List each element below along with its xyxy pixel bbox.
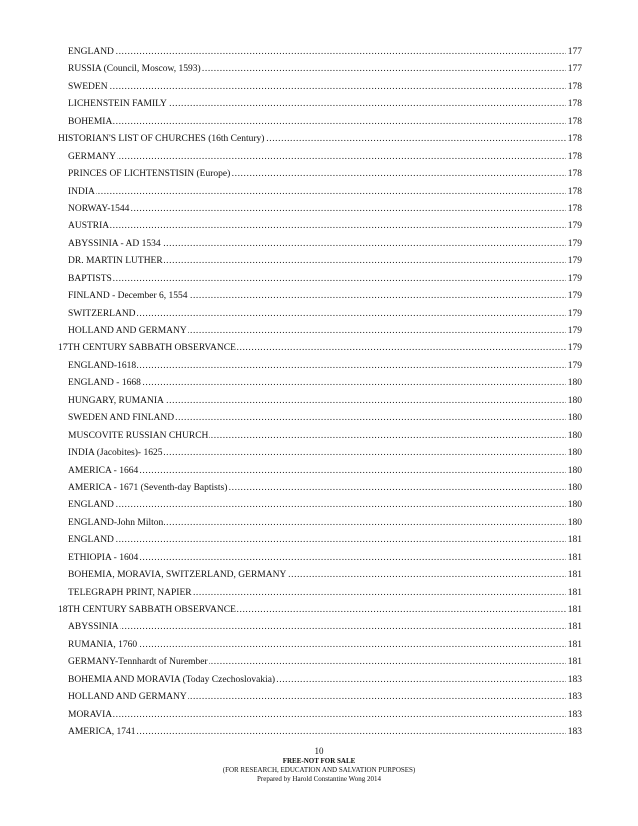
toc-entry-title: PRINCES OF LICHTENSTISIN (Europe) (68, 166, 231, 183)
toc-entry-page: 183 (566, 724, 582, 741)
toc-entry (0, 131, 638, 148)
toc-entry-page: 179 (566, 323, 582, 340)
toc-entry-page: 179 (566, 358, 582, 375)
toc-entry-title: ENGLAND (68, 44, 115, 61)
dot-leader (68, 707, 582, 724)
toc-entry (0, 515, 638, 532)
toc-entry (0, 550, 638, 567)
toc-entry (0, 410, 638, 427)
purpose-notice: (FOR RESEARCH, EDUCATION AND SALVATION PURPOSES) (222, 766, 416, 775)
dot-leader (68, 218, 582, 235)
dot-leader (68, 201, 582, 218)
dot-leader (68, 497, 582, 514)
toc-entry-title: ENGLAND (68, 532, 115, 549)
toc-entry-title: 17TH CENTURY SABBATH OBSERVANCE (58, 340, 237, 357)
toc-entry-page: 183 (566, 707, 582, 724)
toc-entry-title: ENGLAND-1618 (68, 358, 137, 375)
dot-leader (68, 44, 582, 61)
toc-entry-page: 181 (566, 550, 582, 567)
toc-entry-page: 183 (566, 672, 582, 689)
toc-entry-page: 181 (566, 619, 582, 636)
toc-entry-page: 178 (566, 201, 582, 218)
page-footer (0, 746, 638, 785)
toc-entry-title: BOHEMIA AND MORAVIA (Today Czechoslovakia) (68, 672, 276, 689)
toc-entry (0, 201, 638, 218)
toc-entry (0, 79, 638, 96)
toc-entry-title: AMERICA, 1741 (68, 724, 137, 741)
toc-entry-page: 180 (566, 445, 582, 462)
toc-entry-page: 178 (566, 149, 582, 166)
toc-entry-page: 181 (566, 602, 582, 619)
toc-entry-page: 180 (566, 410, 582, 427)
toc-entry-title: TELEGRAPH PRINT, NAPIER (68, 585, 193, 602)
toc-entry-page: 183 (566, 689, 582, 706)
dot-leader (68, 306, 582, 323)
toc-entry-page: 181 (566, 654, 582, 671)
toc-entry-page: 178 (566, 96, 582, 113)
toc-entry-title: SWITZERLAND (68, 306, 137, 323)
toc-entry-page: 181 (566, 532, 582, 549)
toc-entry (0, 707, 638, 724)
toc-entry-title: BOHEMIA (68, 114, 113, 131)
toc-entry-title: HOLLAND AND GERMANY (68, 323, 188, 340)
toc-entry-title: AUSTRIA (68, 218, 110, 235)
toc-entry (0, 445, 638, 462)
author-credit: Prepared by Harold Constantine Wong 2014 (257, 775, 381, 784)
dot-leader (68, 358, 582, 375)
dot-leader (68, 184, 582, 201)
toc-entry-page: 178 (566, 79, 582, 96)
toc-entry-title: GERMANY-Tennhardt of Nurember (68, 654, 209, 671)
toc-entry-title: ENGLAND - 1668 (68, 375, 142, 392)
toc-entry (0, 114, 638, 131)
toc-entry-page: 179 (566, 236, 582, 253)
toc-entry-title: HISTORIAN'S LIST OF CHURCHES (16th Century) (58, 131, 265, 148)
toc-entry-title: ABYSSINIA - AD 1534 (68, 236, 162, 253)
dot-leader (68, 114, 582, 131)
toc-entry-title: ENGLAND (68, 497, 115, 514)
dot-leader (68, 271, 582, 288)
toc-entry (0, 567, 638, 584)
toc-entry-title: AMERICA - 1671 (Seventh-day Baptists) (68, 480, 228, 497)
toc-entry-title: MORAVIA (68, 707, 113, 724)
toc-entry (0, 654, 638, 671)
toc-entry-page: 179 (566, 340, 582, 357)
toc-entry (0, 253, 638, 270)
toc-entry-page: 180 (566, 480, 582, 497)
toc-entry (0, 497, 638, 514)
dot-leader (68, 79, 582, 96)
toc-entry (0, 166, 638, 183)
dot-leader (68, 724, 582, 741)
table-of-contents (0, 44, 638, 742)
toc-entry-page: 178 (566, 131, 582, 148)
toc-entry-page: 179 (566, 288, 582, 305)
dot-leader (68, 637, 582, 654)
toc-entry-page: 179 (566, 306, 582, 323)
toc-entry-title: HOLLAND AND GERMANY (68, 689, 188, 706)
toc-entry (0, 61, 638, 78)
toc-entry (0, 96, 638, 113)
toc-entry-page: 180 (566, 497, 582, 514)
dot-leader (68, 550, 582, 567)
toc-entry-title: HUNGARY, RUMANIA (68, 393, 165, 410)
toc-entry-title: 18TH CENTURY SABBATH OBSERVANCE (58, 602, 237, 619)
dot-leader (68, 532, 582, 549)
toc-entry-page: 180 (566, 463, 582, 480)
toc-entry (0, 393, 638, 410)
toc-entry (0, 44, 638, 61)
toc-entry-page: 178 (566, 114, 582, 131)
toc-entry-title: RUMANIA, 1760 (68, 637, 138, 654)
toc-entry-page: 179 (566, 253, 582, 270)
toc-entry (0, 637, 638, 654)
toc-entry-title: NORWAY-1544 (68, 201, 130, 218)
toc-entry (0, 358, 638, 375)
toc-entry-page: 180 (566, 375, 582, 392)
toc-entry-title: INDIA (68, 184, 96, 201)
toc-entry (0, 428, 638, 445)
toc-entry-title: LICHENSTEIN FAMILY (68, 96, 168, 113)
dot-leader (68, 463, 582, 480)
sale-notice: FREE-NOT FOR SALE (282, 757, 356, 765)
toc-entry (0, 724, 638, 741)
dot-leader (68, 149, 582, 166)
toc-entry-page: 178 (566, 166, 582, 183)
toc-entry-title: BOHEMIA, MORAVIA, SWITZERLAND, GERMANY (68, 567, 287, 584)
toc-entry (0, 375, 638, 392)
toc-entry-page: 181 (566, 567, 582, 584)
toc-entry (0, 184, 638, 201)
toc-entry (0, 689, 638, 706)
toc-entry-title: DR. MARTIN LUTHER (68, 253, 164, 270)
toc-entry-page: 180 (566, 428, 582, 445)
toc-entry (0, 463, 638, 480)
toc-entry-title: FINLAND - December 6, 1554 (68, 288, 189, 305)
toc-entry (0, 218, 638, 235)
dot-leader (68, 375, 582, 392)
toc-entry (0, 672, 638, 689)
toc-entry-page: 181 (566, 637, 582, 654)
toc-entry (0, 149, 638, 166)
dot-leader (68, 619, 582, 636)
toc-entry-title: RUSSIA (Council, Moscow, 1593) (68, 61, 202, 78)
toc-entry (0, 288, 638, 305)
page-number: 10 (314, 746, 324, 756)
toc-entry (0, 585, 638, 602)
toc-entry-page: 178 (566, 184, 582, 201)
toc-entry (0, 340, 638, 357)
toc-entry-page: 179 (566, 218, 582, 235)
toc-entry-title: BAPTISTS (68, 271, 113, 288)
toc-entry (0, 619, 638, 636)
toc-entry-title: GERMANY (68, 149, 117, 166)
toc-entry (0, 532, 638, 549)
toc-entry-page: 181 (566, 585, 582, 602)
toc-entry-title: AMERICA - 1664 (68, 463, 139, 480)
toc-entry-title: ETHIOPIA - 1604 (68, 550, 139, 567)
toc-entry-title: ENGLAND-John Milton (68, 515, 164, 532)
toc-entry (0, 236, 638, 253)
toc-entry-title: SWEDEN AND FINLAND (68, 410, 175, 427)
toc-entry-page: 180 (566, 515, 582, 532)
toc-entry (0, 271, 638, 288)
toc-entry-title: MUSCOVITE RUSSIAN CHURCH (68, 428, 209, 445)
toc-entry (0, 306, 638, 323)
toc-entry-page: 180 (566, 393, 582, 410)
toc-entry (0, 323, 638, 340)
toc-entry-page: 177 (566, 61, 582, 78)
toc-entry-title: ABYSSINIA (68, 619, 120, 636)
toc-entry-title: INDIA (Jacobites)- 1625 (68, 445, 163, 462)
toc-entry (0, 480, 638, 497)
toc-entry-page: 177 (566, 44, 582, 61)
toc-entry (0, 602, 638, 619)
toc-entry-title: SWEDEN (68, 79, 109, 96)
toc-entry-page: 179 (566, 271, 582, 288)
